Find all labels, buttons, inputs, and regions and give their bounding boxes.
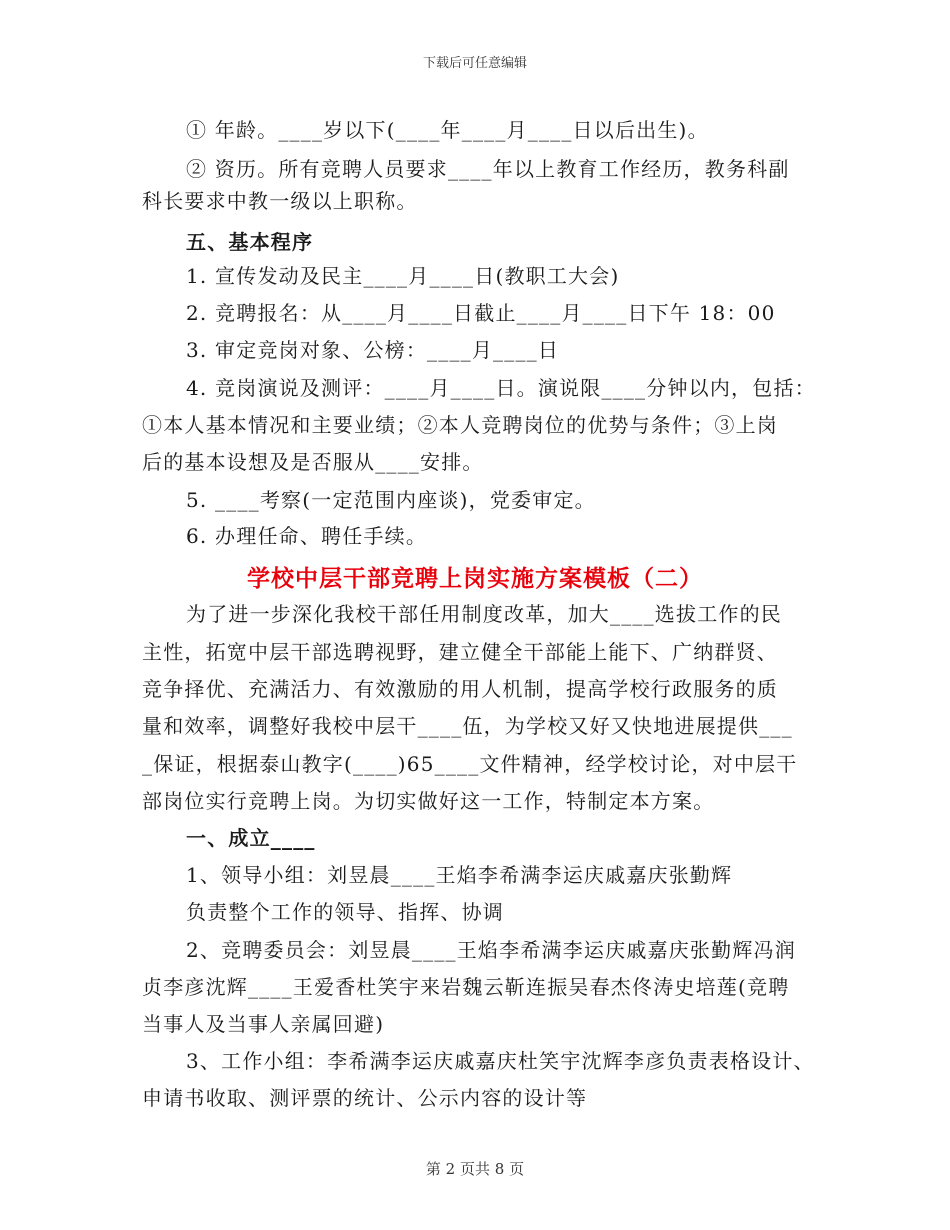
working-group-line-1: 3、工作小组：李希满李运庆戚嘉庆杜笑宇沈辉李彦负责表格设计、 [186,1049,815,1073]
procedure-step-5: 5. ____考察(一定范围内座谈)，党委审定。 [186,488,596,512]
intro-paragraph-line-5: _保证，根据泰山教字(____)65____文件精神，经学校讨论，对中层干 [142,752,798,776]
working-group-line-2: 申请书收取、测评票的统计、公示内容的设计等 [142,1086,588,1110]
procedure-step-4: 4. 竞岗演说及测评：____月____日。演说限____分钟以内，包括： [186,376,816,400]
experience-requirement-cont: 科长要求中教一级以上职称。 [142,189,418,213]
section-heading-procedure: 五、基本程序 [186,230,314,254]
intro-paragraph-line-2: 主性，拓宽中层干部选聘视野，建立健全干部能上能下、广纳群贤、 [142,640,778,664]
procedure-step-4-cont-2: 后的基本设想及是否服从____安排。 [142,450,484,474]
procedure-step-1: 1. 宣传发动及民主____月____日(教职工大会) [186,264,620,288]
leadership-group-duty: 负责整个工作的领导、指挥、协调 [186,900,504,924]
committee-line-3: 当事人及当事人亲属回避) [142,1012,385,1036]
procedure-step-4-cont-1: ①本人基本情况和主要业绩；②本人竞聘岗位的优势与条件；③上岗 [142,413,778,437]
procedure-step-2: 2. 竞聘报名：从____月____日截止____月____日下午 18：00 [186,301,776,325]
committee-line-2: 贞李彦沈辉____王爱香杜笑宇来岩魏云靳连振吴春杰佟涛史培莲(竞聘 [142,975,790,999]
document-title: 学校中层干部竞聘上岗实施方案模板（二） [247,566,703,592]
page-footer: 第 2 页共 8 页 [425,1160,525,1178]
leadership-group: 1、领导小组：刘昱晨____王焰李希满李运庆戚嘉庆张勤辉 [186,863,733,887]
intro-paragraph-line-3: 竞争择优、充满活力、有效激励的用人机制，提高学校行政服务的质 [142,677,778,701]
section-heading-establish: 一、成立____ [186,826,316,850]
procedure-step-6: 6. 办理任命、聘任手续。 [186,524,428,548]
intro-paragraph-line-6: 部岗位实行竞聘上岗。为切实做好这一工作，特制定本方案。 [142,789,715,813]
procedure-step-3: 3. 审定竞岗对象、公榜：____月____日 [186,338,560,362]
intro-paragraph-line-4: 量和效率，调整好我校中层干____伍，为学校又好又快地进展提供___ [142,714,793,738]
intro-paragraph-line-1: 为了进一步深化我校干部任用制度改革，加大____选拔工作的民 [186,602,782,626]
page-header: 下载后可任意编辑 [422,56,527,71]
age-requirement: ① 年龄。____岁以下(____年____月____日以后出生)。 [186,118,709,142]
experience-requirement: ② 资历。所有竞聘人员要求____年以上教育工作经历，教务科副 [186,157,790,181]
committee-line-1: 2、竞聘委员会：刘昱晨____王焰李希满李运庆戚嘉庆张勤辉冯润 [186,938,796,962]
